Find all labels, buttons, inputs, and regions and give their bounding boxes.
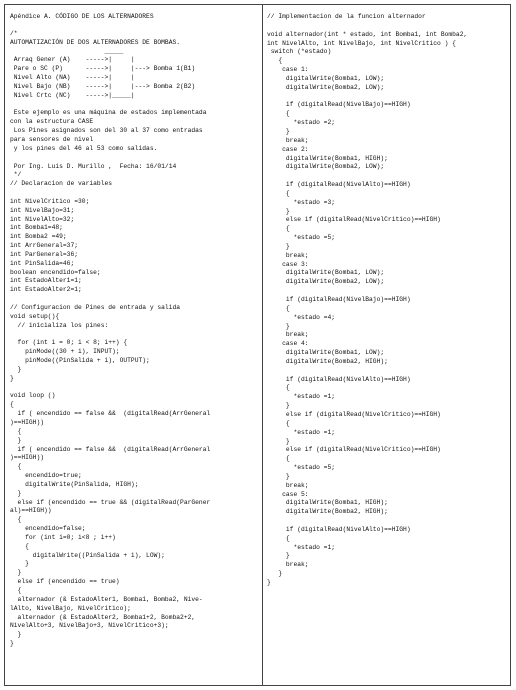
appendix-code-table bbox=[4, 4, 511, 686]
main-program-code: /* AUTOMATIZACIÓN DE DOS ALTERNADORES DE BOMBAS. _____ Arraq Gener (A) ----->| | Pare o SC (P) ----->| |---> Bomba 1(B1) Nivel Alto (NA) ----->| | Nivel Bajo (NB) ----->| |---> Bomba 2(B2) Nivel Crtc (NC) ----->|_____| Este ejemplo es una máquina de estados implementada con la estructura CASE Los Pines asignados son del 30 al 37 como entradas para sensores de nivel y los pines del 46 al 53 como salidas. Por Ing. Luis D. Murillo , Fecha: 16/01/14 */ // Declaracion de variables int NivelCritico =30; int NivelBajo=31; int NivelAlto=32; int Bomba1=48; int Bomba2 =49; int ArrGeneral=37; int ParGeneral=36; int PinSalida=46; boolean encendido=false; int EstadoAlter1=1; int EstadoAlter2=1; // Configuracion de Pines de entrada y salida void setup(){ // inicializa los pines: for (int i = 0; i < 8; i++) { pinMode((30 + i), INPUT); pinMode((PinSalida + i), OUTPUT); } } void loop () { if ( encendido == false && (digitalRead(ArrGeneral )==HIGH)) { } if ( encendido == false && (digitalRead(ArrGeneral )==HIGH)) { encendido=true; digitalWrite(PinSalida, HIGH); } else if (encendido == true && (digitalRead(ParGener al)==HIGH)) { encendido=false; for (int i=0; i<8 ; i++) { digitalWrite((PinSalida + i), LOW); } } else if (encendido == true) { alternador (& EstadoAlter1, Bomba1, Bomba2, Nive- lAlto, NivelBajo, NivelCritico); alternador (& EstadoAlter2, Bomba1+2, Bomba2+2, NivelAlto+3, NivelBajo+3, NivelCritico+3); } } bbox=[10, 29, 211, 648]
appendix-heading: Apéndice A. CÓDIGO DE LOS ALTERNADORES bbox=[10, 13, 154, 20]
right-code-column bbox=[267, 13, 509, 588]
column-divider bbox=[262, 5, 263, 685]
left-code-column bbox=[10, 13, 260, 649]
alternador-function-code: // Implementacion de la funcion alternador void alternador(int * estado, int Bomba1, int Bomba2, int NivelAlto, int NivelBajo, int NivelCritico ) { switch (*estado) { case 1: digitalWrite(Bomba1, LOW); digitalWrite(Bomba2, LOW); if (digitalRead(NivelBajo)==HIGH) { *estado =2; } break; case 2: digitalWrite(Bomba1, HIGH); digitalWrite(Bomba2, LOW); if (digitalRead(NivelAlto)==HIGH) { *estado =3; } else if (digitalRead(NivelCritico)==HIGH) { *estado =5; } break; case 3: digitalWrite(Bomba1, LOW); digitalWrite(Bomba2, LOW); if (digitalRead(NivelBajo)==HIGH) { *estado =4; } break; case 4: digitalWrite(Bomba1, LOW); digitalWrite(Bomba2, HIGH); if (digitalRead(NivelAlto)==HIGH) { *estado =1; } else if (digitalRead(NivelCritico)==HIGH) { *estado =1; } else if (digitalRead(NivelCritico)==HIGH) { *estado =5; } break; case 5: digitalWrite(Bomba1, HIGH); digitalWrite(Bomba2, HIGH); if (digitalRead(NivelAlto)==HIGH) { *estado =1; } break; } } bbox=[267, 13, 468, 586]
